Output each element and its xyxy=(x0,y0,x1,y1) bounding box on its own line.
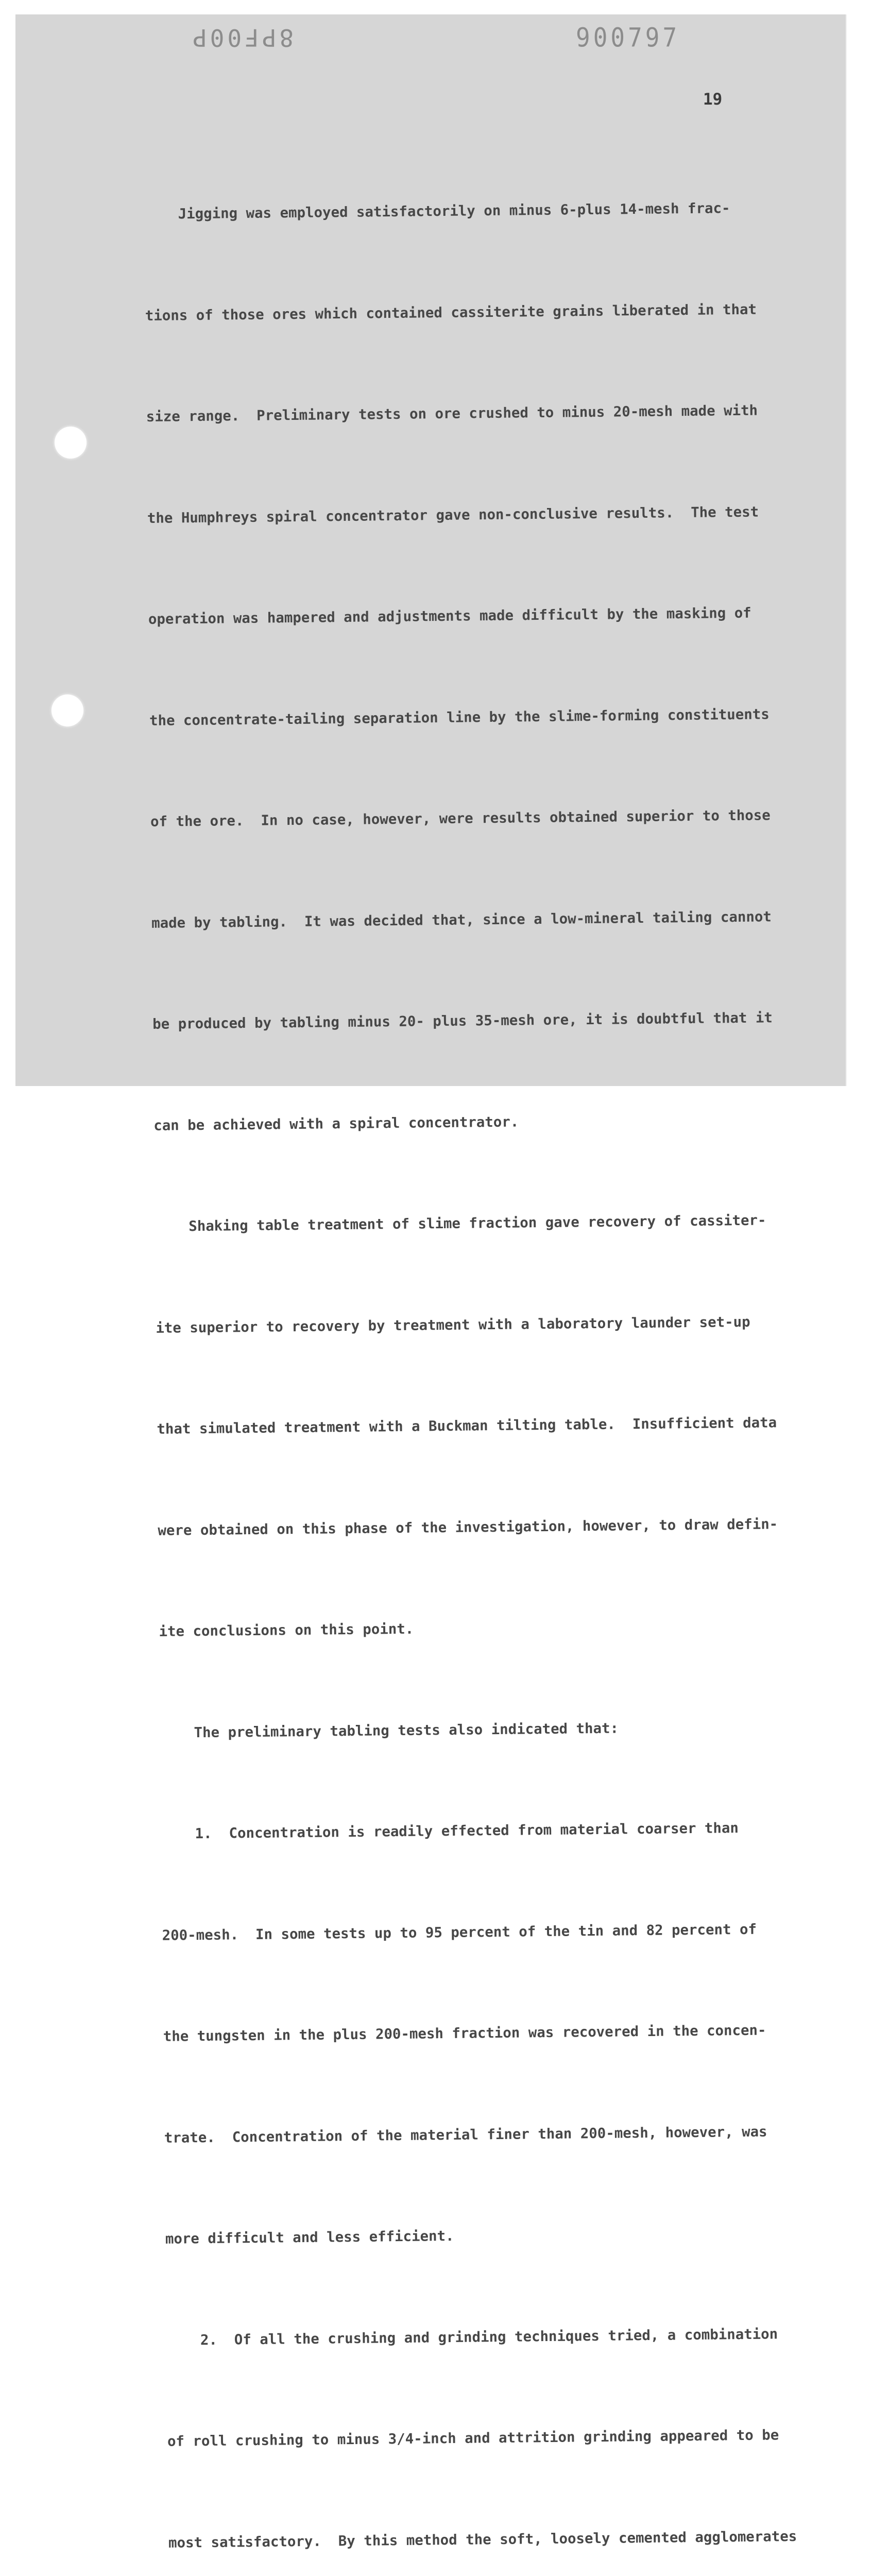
text-line: trate. Concentration of the material finer than 200-mesh, however, was xyxy=(164,2124,767,2146)
text-line: were obtained on this phase of the investigation, however, to draw defin- xyxy=(158,1516,778,1539)
text-line: most satisfactory. By this method the soft, loosely cemented agglomerates xyxy=(168,2528,797,2551)
punch-hole xyxy=(52,694,83,726)
text-line: 2. Of all the crushing and grinding techniques tried, a combination xyxy=(166,2326,778,2349)
text-line: 200-mesh. In some tests up to 95 percent of the tin and 82 percent of xyxy=(162,1921,757,1944)
text-line: 1. Concentration is readily effected from material coarser than xyxy=(161,1820,739,1842)
text-line: can be achieved with a spiral concentrator. xyxy=(153,1113,519,1134)
text-line: tions of those ores which contained cassiterite grains liberated in that xyxy=(145,301,757,324)
text-line: of roll crushing to minus 3/4-inch and attrition grinding appeared to be xyxy=(167,2427,779,2450)
archive-stamp-right: 900797 xyxy=(576,22,680,53)
text-line: the concentrate-tailing separation line by the slime-forming constituents xyxy=(149,706,769,729)
text-line: the tungsten in the plus 200-mesh fraction was recovered in the concen- xyxy=(163,2022,766,2045)
archive-stamp-left: 8PF00P xyxy=(190,24,294,52)
text-line: ite conclusions on this point. xyxy=(159,1621,414,1640)
text-line: that simulated treatment with a Buckman tilting table. Insufficient data xyxy=(157,1415,777,1437)
text-line: more difficult and less efficient. xyxy=(165,2228,454,2247)
text-line: the Humphreys spiral concentrator gave non-conclusive results. The test xyxy=(147,504,759,527)
text-line: The preliminary tabling tests also indicated that: xyxy=(160,1720,619,1741)
text-line: operation was hampered and adjustments made difficult by the masking of xyxy=(148,605,751,628)
text-line: size range. Preliminary tests on ore crushed to minus 20-mesh made with xyxy=(146,402,758,425)
text-line: Jigging was employed satisfactorily on minus 6-plus 14-mesh frac- xyxy=(144,200,730,223)
document-page xyxy=(15,14,847,2551)
text-line: be produced by tabling minus 20- plus 35-mesh ore, it is doubtful that it xyxy=(152,1010,773,1032)
page-number: 19 xyxy=(703,90,723,109)
text-line: made by tabling. It was decided that, since a low-mineral tailing cannot xyxy=(151,908,772,931)
text-line: ite superior to recovery by treatment with a laboratory launder set-up xyxy=(156,1314,750,1336)
body-text xyxy=(143,124,829,2576)
text-line: of the ore. In no case, however, were results obtained superior to those xyxy=(150,807,771,830)
text-line: Shaking table treatment of slime fraction gave recovery of cassiter- xyxy=(155,1212,766,1235)
punch-hole xyxy=(55,427,87,459)
